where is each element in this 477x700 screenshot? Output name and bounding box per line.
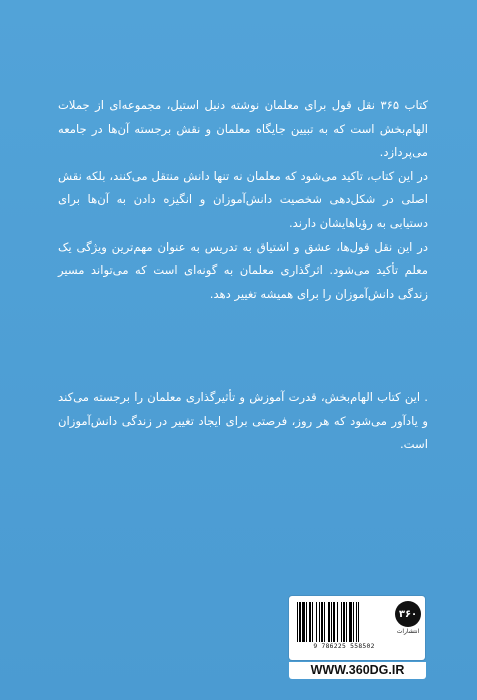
description-block-2 xyxy=(58,386,428,457)
publisher-label: انتشارات xyxy=(396,628,420,635)
barcode-image xyxy=(295,602,393,642)
paragraph-intro: کتاب ۳۶۵ نقل قول برای معلمان نوشته دنیل استیل، مجموعه‌ای از جملات الهام‌بخش است که به تبیین جایگاه معلمان و نقش برجسته آن‌ها در جامعه می‌پردازد. xyxy=(58,98,428,160)
barcode-panel xyxy=(289,596,425,660)
paragraph-teacher-role: در این کتاب، تاکید می‌شود که معلمان نه تنها دانش منتقل می‌کنند، بلکه نقش اصلی در شکل‌دهی شخصیت دانش‌آموزان و انگیزه دادن به آن‌ها برای دستیابی به رؤیاهایشان دارند. xyxy=(58,168,428,230)
publisher-logo: ۳۶۰ xyxy=(395,601,421,627)
description-block-1 xyxy=(58,94,428,306)
paragraph-passion: در این نقل قول‌ها، عشق و اشتیاق به تدریس به عنوان مهم‌ترین ویژگی یک معلم تأکید می‌شود. اثرگذاری معلمان به گونه‌ای است که می‌تواند مسیر زندگی دانش‌آموزان را برای همیشه تغییر دهد. xyxy=(58,239,428,301)
barcode-digits: 9 786225 558502 xyxy=(313,643,375,650)
paragraph-conclusion: . این کتاب الهام‌بخش، قدرت آموزش و تأثیرگذاری معلمان را برجسته می‌کند و یادآور می‌شود که هر روز، فرصتی برای ایجاد تغییر در زندگی دانش‌آموزان است. xyxy=(58,390,428,452)
website-url[interactable]: WWW.360DG.IR xyxy=(289,662,426,679)
